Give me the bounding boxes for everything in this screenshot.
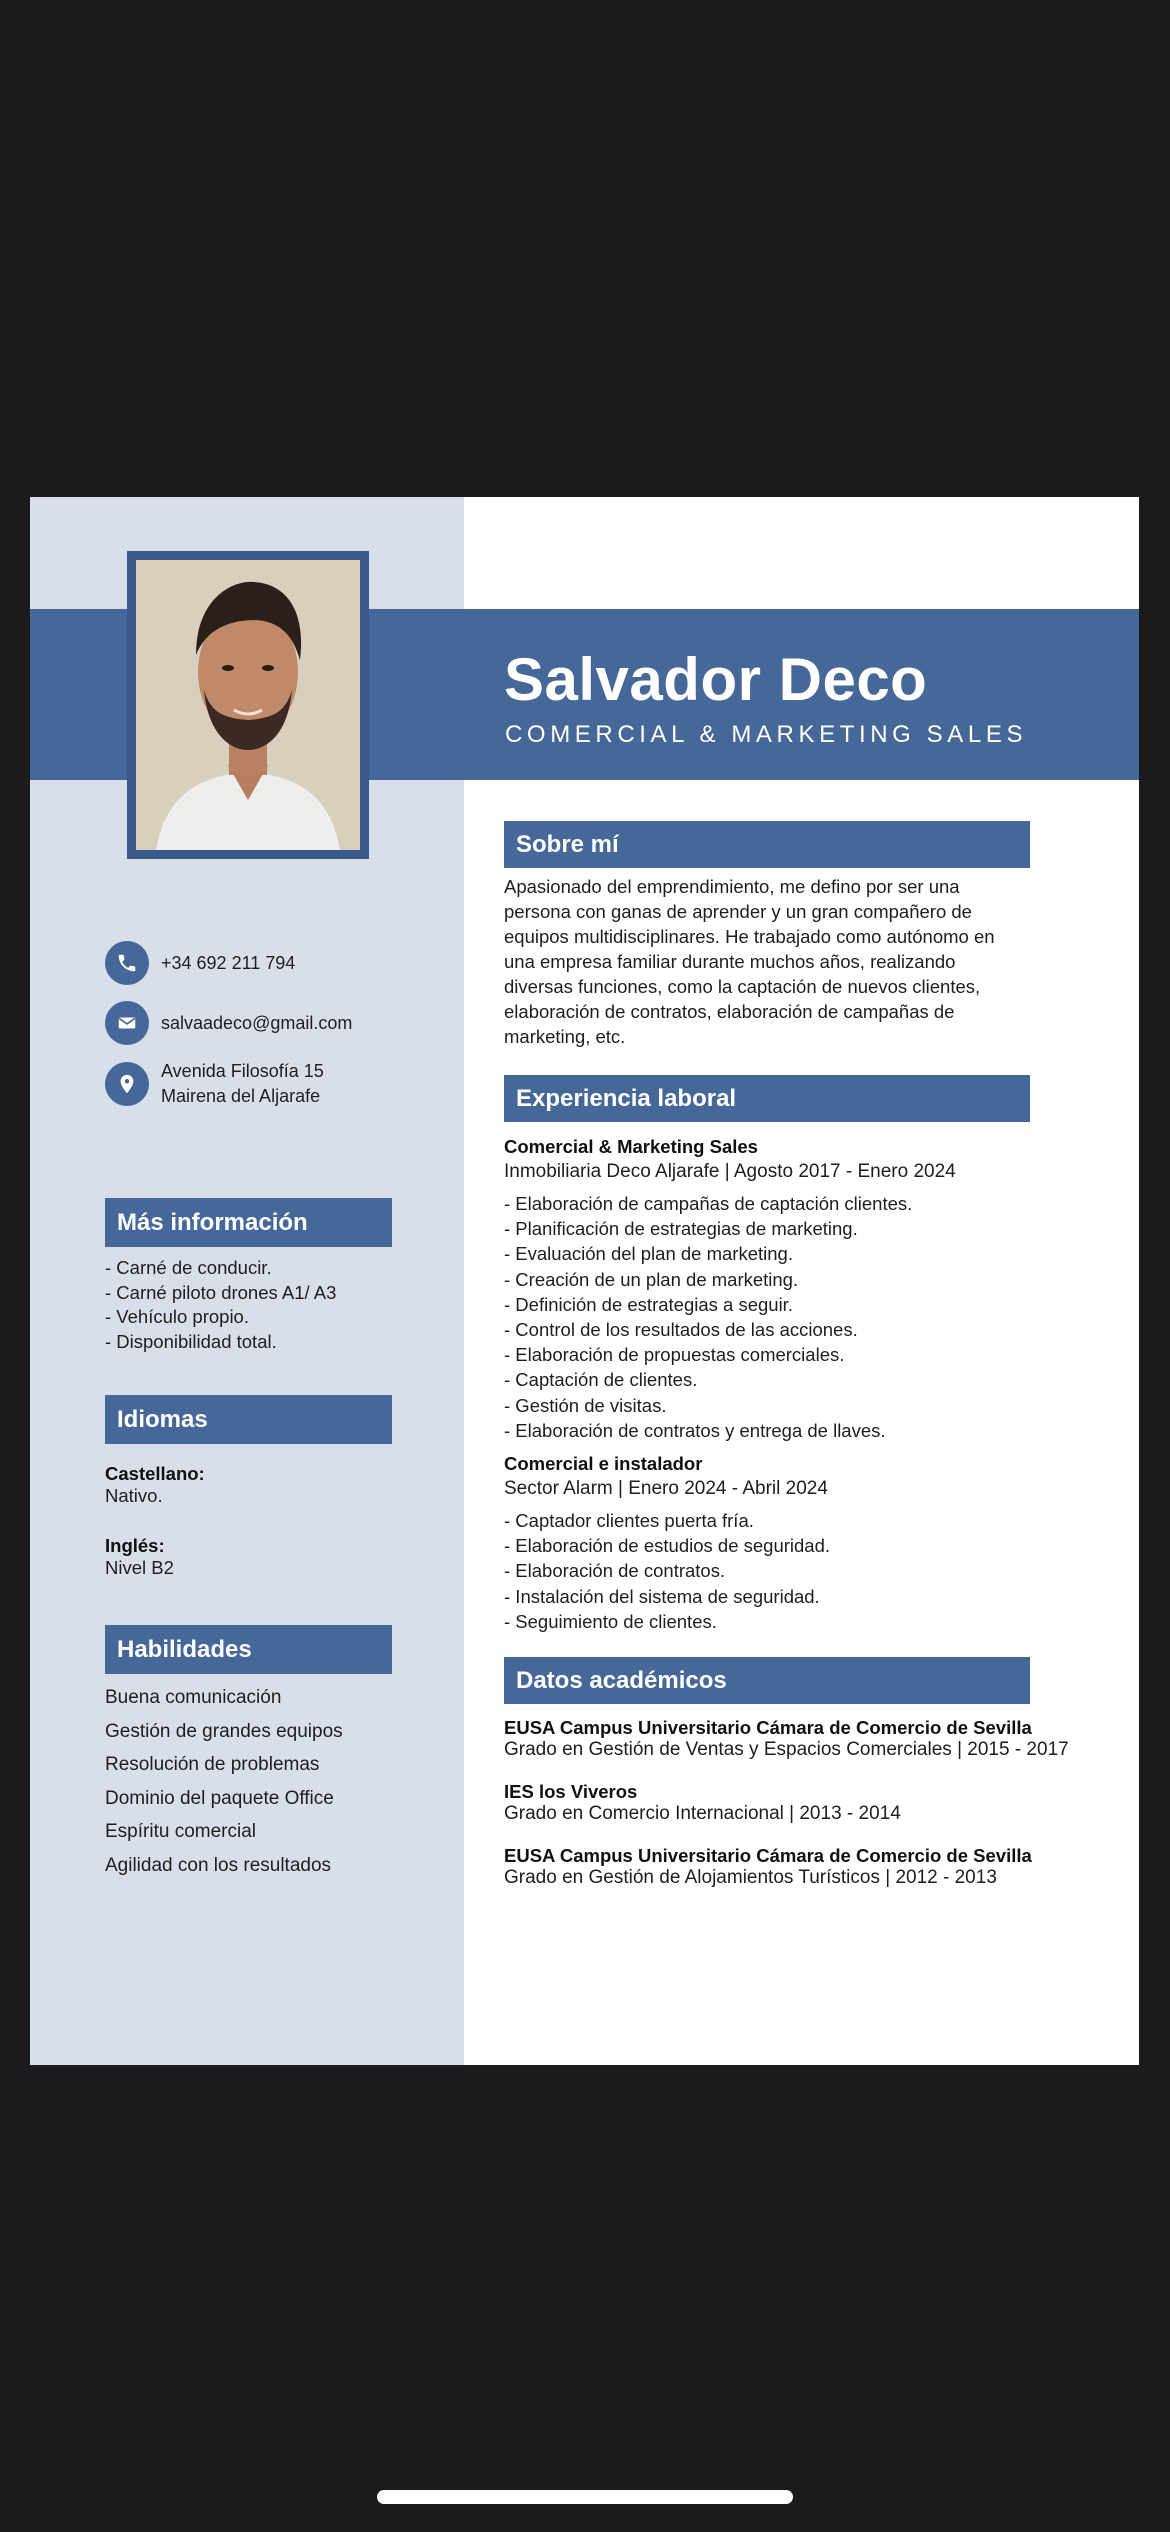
list-item: - Elaboración de propuestas comerciales. — [504, 1344, 845, 1366]
about-line: equipos multidisciplinares. He trabajado como autónomo en — [504, 926, 995, 947]
portrait-illustration — [136, 560, 360, 850]
list-item: - Elaboración de contratos. — [504, 1560, 726, 1582]
more-info-list — [105, 1256, 336, 1354]
job-title: Comercial & Marketing Sales — [504, 1136, 758, 1157]
list-item: - Definición de estrategias a seguir. — [504, 1293, 793, 1315]
profile-photo-frame — [127, 551, 369, 859]
about-text — [504, 874, 995, 1049]
list-item: - Creación de un plan de marketing. — [504, 1268, 799, 1290]
list-item: - Gestión de visitas. — [504, 1394, 667, 1416]
skills-list — [105, 1687, 343, 1889]
education-heading: Datos académicos — [504, 1657, 1030, 1704]
job-meta: Inmobiliaria Deco Aljarafe | Agosto 2017 - Enero 2024 — [504, 1161, 956, 1182]
candidate-role: COMERCIAL & MARKETING SALES — [505, 721, 1028, 748]
contact-phone — [105, 941, 295, 985]
list-item: - Vehículo propio. — [105, 1306, 249, 1327]
education-list — [504, 1717, 1069, 1909]
list-item: - Control de los resultados de las acciones. — [504, 1319, 858, 1341]
languages-heading: Idiomas — [105, 1395, 392, 1444]
job-bullets — [504, 1191, 956, 1443]
language-label: Inglés: — [105, 1535, 165, 1556]
contact-email — [105, 1001, 352, 1045]
language-label: Castellano: — [105, 1463, 205, 1484]
languages-list — [105, 1463, 205, 1579]
list-item: - Captador clientes puerta fría. — [504, 1510, 754, 1532]
about-line: marketing, etc. — [504, 1026, 626, 1047]
job-title: Comercial e instalador — [504, 1453, 703, 1475]
language-level: Nativo. — [105, 1485, 163, 1506]
list-item: - Seguimiento de clientes. — [504, 1610, 717, 1632]
list-item: Dominio del paquete Office — [105, 1787, 334, 1809]
list-item: - Planificación de estrategias de marketing. — [504, 1218, 858, 1240]
skills-heading: Habilidades — [105, 1625, 392, 1674]
education-item — [504, 1781, 1069, 1825]
school-name: EUSA Campus Universitario Cámara de Comercio de Sevilla — [504, 1845, 1032, 1866]
job-meta: Sector Alarm | Enero 2024 - Abril 2024 — [504, 1478, 828, 1500]
resume-page — [30, 497, 1139, 2065]
list-item: Buena comunicación — [105, 1687, 282, 1708]
education-item — [504, 1845, 1069, 1889]
list-item: Agilidad con los resultados — [105, 1854, 332, 1876]
education-item — [504, 1717, 1069, 1761]
mail-icon — [105, 1001, 149, 1045]
list-item: Espíritu comercial — [105, 1821, 256, 1843]
list-item: - Elaboración de contratos y entrega de llaves. — [504, 1419, 886, 1441]
candidate-name: Salvador Deco — [504, 646, 928, 713]
email-address[interactable]: salvaadeco@gmail.com — [161, 1012, 353, 1033]
list-item: Gestión de grandes equipos — [105, 1720, 343, 1742]
home-indicator[interactable] — [377, 2490, 793, 2504]
list-item: - Elaboración de campañas de captación clientes. — [504, 1193, 913, 1214]
about-line: persona con ganas de aprender y un gran compañero de — [504, 901, 972, 922]
about-line: diversas funciones, como la captación de nuevos clientes, — [504, 976, 981, 997]
profile-photo — [136, 560, 360, 850]
list-item: - Evaluación del plan de marketing. — [504, 1243, 793, 1265]
experience-heading: Experiencia laboral — [504, 1075, 1030, 1122]
location-pin-icon — [105, 1062, 149, 1106]
list-item: Resolución de problemas — [105, 1754, 320, 1776]
about-line: elaboración de contratos, elaboración de campañas de — [504, 1001, 955, 1022]
experience-list — [504, 1134, 956, 1634]
about-line: Apasionado del emprendimiento, me defino por ser una — [504, 876, 960, 897]
about-line: una empresa familiar durante muchos años, realizando — [504, 951, 956, 972]
list-item: - Carné de conducir. — [105, 1257, 272, 1278]
about-heading: Sobre mí — [504, 821, 1030, 868]
school-name: IES los Viveros — [504, 1781, 638, 1802]
list-item: - Carné piloto drones A1/ A3 — [105, 1281, 337, 1303]
school-name: EUSA Campus Universitario Cámara de Comercio de Sevilla — [504, 1717, 1032, 1738]
address-line-1: Avenida Filosofía 15 — [161, 1061, 324, 1081]
language-level: Nivel B2 — [105, 1557, 174, 1578]
address-line-2: Mairena del Aljarafe — [161, 1086, 321, 1106]
phone-icon — [105, 941, 149, 985]
more-info-heading: Más información — [105, 1198, 392, 1247]
list-item: - Elaboración de estudios de seguridad. — [504, 1535, 831, 1557]
address — [161, 1059, 324, 1109]
degree: Grado en Gestión de Alojamientos Turísticos | 2012 - 2013 — [504, 1867, 997, 1888]
list-item: - Disponibilidad total. — [105, 1330, 277, 1352]
phone-number[interactable]: +34 692 211 794 — [161, 952, 296, 973]
contact-address — [105, 1059, 324, 1109]
list-item: - Instalación del sistema de seguridad. — [504, 1585, 820, 1607]
degree: Grado en Comercio Internacional | 2013 - 2014 — [504, 1803, 901, 1824]
degree: Grado en Gestión de Ventas y Espacios Comerciales | 2015 - 2017 — [504, 1739, 1069, 1760]
list-item: - Captación de clientes. — [504, 1369, 698, 1391]
job-bullets — [504, 1508, 956, 1634]
